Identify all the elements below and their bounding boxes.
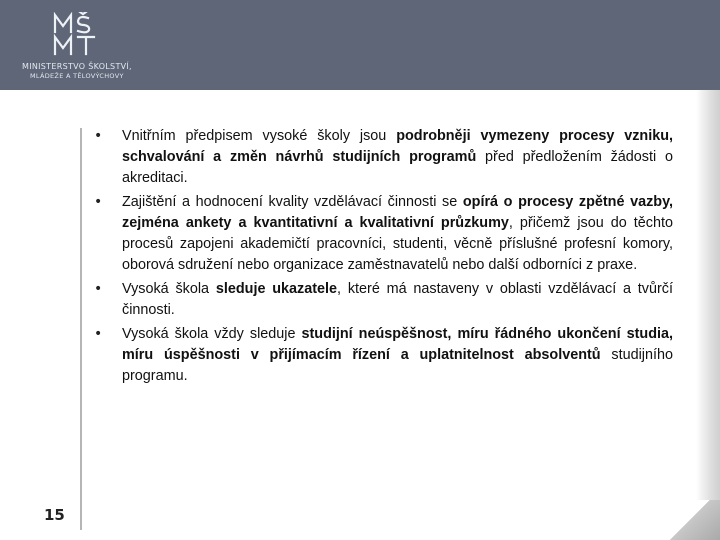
- bullet-icon: •: [94, 194, 103, 210]
- list-item-text: Vysoká škola sleduje ukazatele, které má nastaveny v oblasti vzdělávací a tvůrčí činnosti.: [122, 281, 673, 318]
- slide-header: [0, 0, 720, 90]
- page-number: 15: [44, 506, 65, 524]
- ministry-name-line2: MLÁDEŽE A TĚLOVÝCHOVY: [30, 72, 124, 80]
- list-item: [90, 279, 673, 321]
- bullet-icon: •: [94, 326, 103, 342]
- list-item-text: Zajištění a hodnocení kvality vzdělávací činnosti se opírá o procesy zpětné vazby, zejména ankety a kvantitativní a kvalitativní průzkumy, přičemž jsou do těchto procesů zapojeni akademičtí pracovníci, studenti, věcně příslušné profesní komory, oborová sdružení nebo organizace zaměstnavatelů nebo další odborníci z praxe.: [122, 194, 673, 273]
- bullet-icon: •: [94, 281, 103, 297]
- msmt-logo-mark: [52, 12, 114, 56]
- list-item-text: Vysoká škola vždy sleduje studijní neúspěšnost, míru řádného ukončení studia, míru úspěšnosti v přijímacím řízení a uplatnitelnost absolventů studijního programu.: [122, 326, 673, 384]
- page-curl-shadow: [696, 90, 720, 540]
- ministry-name-line1: MINISTERSTVO ŠKOLSTVÍ,: [22, 62, 132, 71]
- list-item: [90, 126, 673, 189]
- bullet-icon: •: [94, 128, 103, 144]
- bullet-list: [90, 126, 673, 390]
- left-divider-line: [80, 128, 82, 530]
- ministry-logo: [22, 12, 162, 82]
- list-item-text: Vnitřním předpisem vysoké školy jsou podrobněji vymezeny procesy vzniku, schvalování a změn návrhů studijních programů před předložením žádosti o akreditaci.: [122, 128, 674, 186]
- list-item: [90, 324, 673, 387]
- page-fold-corner: [660, 500, 720, 540]
- list-item: [90, 192, 673, 276]
